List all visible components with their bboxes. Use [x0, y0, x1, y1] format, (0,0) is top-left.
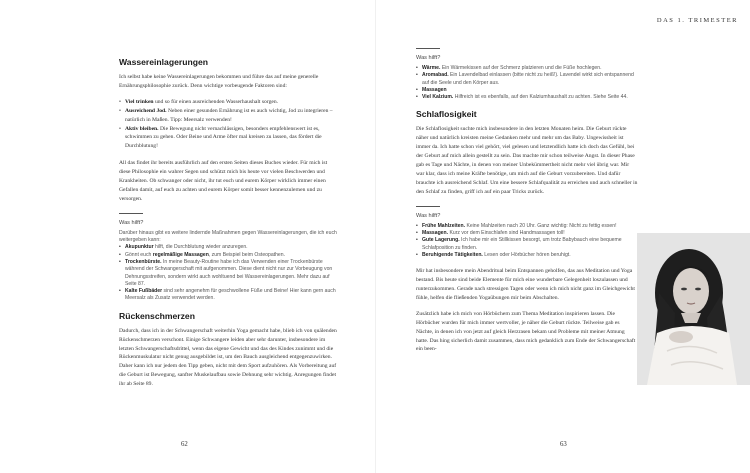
paragraph-intro: Ich selbst habe keine Wassereinlagerungen bekommen und führe das auf meine generelle Ernährungsphilosophie zurück. Denn wichtige vorbeugende Faktoren sind: — [119, 74, 319, 89]
heading-wassereinlagerungen: Wassereinlagerungen — [119, 57, 208, 67]
list-item: • Ausreichend Jod. Neben einer gesunden Ernährung ist es auch wichtig, Jod zu integrieren – natürlich in Maßen. Tipp: Meersalz verwenden! — [119, 107, 333, 123]
list-item: • Akupunktur hilft, die Durchblutung wieder anzuregen. — [119, 244, 248, 251]
list-item: • Gönnt euch regelmäßige Massagen, zum Beispiel beim Osteopathen. — [119, 251, 285, 258]
left-column — [119, 57, 337, 396]
list-item: • Wärme. Ein Wärmekissen auf der Schmerz platzieren und die Füße hochlegen. — [416, 65, 602, 71]
list-item: • Viel trinken und so für einen ausreichenden Wasserhaushalt sorgen. — [119, 98, 279, 105]
was-hilft-label: Was hilft? — [416, 212, 441, 219]
list-item: • Frühe Mahlzeiten. Keine Mahlzeiten nach 20 Uhr. Ganz wichtig: Nicht zu fettig essen! — [416, 222, 617, 229]
paragraph-philosophy: All das findet ihr bereits ausführlich auf den ersten Seiten dieses Buches wieder. Für mich ist diese Philosophie ein wahrer Segen und schützt mich bis heute vor vielen Beschwerden und Krankheiten. Ob schwanger oder nicht, ihr tut euch und eurem Körper wirklich immer einen Gefallen damit, auf euch zu achten und eurem Körper somit besser kennenzulernen und zu versorgen. — [119, 160, 328, 202]
list-item: • Viel Kalzium. Hilfreich ist es ebenfalls, auf den Kalziumhaushalt zu achten. Siehe Seite 44. — [416, 94, 628, 101]
list-item: • Kalte Fußbäder sind sehr angenehm für geschwollene Füße und Beine! Hier kann gern auch Meersalz als Zusatz verwendet werden. — [119, 288, 336, 302]
running-head: DAS 1. TRIMESTER — [656, 17, 738, 24]
page-number-right: 63 — [560, 441, 567, 448]
divider-rule — [416, 48, 440, 49]
portrait-photo-illustration — [637, 233, 750, 385]
list-item: • Aromabad. Ein Lavendelbad einlassen (bitte nicht zu heiß!). Lavendel wirkt sich entspannend auf die Seele und den Körper aus. — [416, 72, 634, 86]
paragraph-ritual: Mir hat insbesondere mein Abendritual beim Entspannen geholfen, das aus Meditation und Yoga bestand. Bis heute sind beide Elemente für mich eine wunderbare Gelegenheit loszulassen und runterzukommen. Gerade nach stressigen Tagen oder wenn ich mich nicht ganz im Gleichgewicht fühle, helfen die fließenden Yogaübungen mir beim Abschalten. — [416, 268, 635, 301]
heading-rueckenschmerzen: Rückenschmerzen — [119, 310, 195, 321]
list-item: • Gute Lagerung. Ich habe mir ein Stillkissen besorgt, um trotz Babybauch eine bequeme Schlafposition zu finden. — [416, 237, 622, 251]
sleep-remedy-list — [416, 223, 638, 259]
remedy-list — [119, 244, 337, 302]
list-item: • Beruhigende Tätigkeiten. Lesen oder Hörbücher hören beruhigt. — [416, 251, 571, 258]
portrait-photo — [637, 233, 750, 385]
paragraph-hoerbuecher: Zusätzlich habe ich mich von Hörbüchern zum Thema Meditation inspirieren lassen. Die Hörbücher wurden für mich immer wertvoller, je näher die Geburt rückte. Teilweise gab es Nächte, in denen ich von jetzt auf gleich Herzrasen bekam und Probleme mit meiner Atmung hatte. Das hing sicherlich damit zusammen, dass mich gedanklich zum Ende der Schwangerschaft ein been- — [416, 310, 636, 353]
divider-rule — [416, 206, 440, 207]
sans-intro: Darüber hinaus gibt es weitere lindernde Maßnahmen gegen Wassereinlagerungen, die ich euch weitergeben kann: — [119, 229, 337, 244]
list-item: • Massagen — [416, 86, 447, 93]
back-pain-remedy-list — [416, 65, 638, 101]
factor-list — [119, 98, 337, 151]
page-number-left: 62 — [181, 441, 188, 448]
paragraph-schlaf: Die Schlaflosigkeit suchte mich insbesondere in den letzten Monaten heim. Die Geburt rückte näher und natürlich kreisten meine Gedanken mehr und mehr um das Baby. Ungewissheit ist immer da. Ich hatte schon viel gehört, viel gelesen und letztendlich hatte ich doch das Gefühl, bei der Geburt auf mich allein gestellt zu sein. Das machte mir schon teilweise Angst. In dieser Phase gab es Tage und Nächte, in denen von meiner Unbekümmertheit nicht mehr viel übrig war. Mir war klar, dass ich meine Kräfte benötige, um mich auf die Geburt vorzubereiten. Und dafür brauchte ich ausreichend Schlaf. Um eine bessere Schlafqualität zu erreichen und auch schneller in den Schlaf zu finden, griff ich auf ein paar Tricks zurück. — [416, 126, 638, 195]
list-item: • Massagen. Kurz vor dem Einschlafen sind Handmassagen toll! — [416, 230, 565, 237]
divider-rule — [119, 213, 143, 214]
was-hilft-label: Was hilft? — [416, 55, 441, 61]
paragraph-ruecken: Dadurch, dass ich in der Schwangerschaft weiterhin Yoga gemacht habe, blieb ich von quälenden Rückenschmerzen verschont. Einige Schwangere leiden aber sehr darunter, insbesondere im letzten Schwangerschaftsdrittel, wenn das eigene Gewicht und das des Kindes zunimmt und die Rückenmuskulatur nicht genug ausgebildet ist, um den Bauch ausgleichend entgegenzuwirken. Daher kann ich nur jedem den Tipp geben, nicht mit dem Sport aufzuhören. Als Vorbereitung auf die Geburt ist Bewegung, sanfter Muskelaufbau sowie Dehnung sehr wichtig. Anregungen findet ihr ab Seite 89. — [119, 327, 337, 388]
list-item: • Trockenbürste. In meine Beauty-Routine habe ich das Verwenden einer Trockenbürste während der Schwangerschaft mit aufgenommen. Diese dient nicht nur zur Vorbeugung von Dehnungsstreifen, sondern wirkt auch wohltuend bei Wassereinlagerungen. Mehr dazu auf Seite 87. — [119, 258, 333, 287]
right-column — [416, 48, 638, 361]
was-hilft-label: Was hilft? — [119, 219, 144, 226]
heading-schlaflosigkeit: Schlaflosigkeit — [416, 109, 477, 120]
list-item: • Aktiv bleiben. Die Bewegung nicht vernachlässigen, besonders empfehlenswert ist es, schwimmen zu gehen. Oder Beine und Arme öfter mal kreisen zu lassen, das fördert die Durchblutung! — [119, 125, 322, 150]
